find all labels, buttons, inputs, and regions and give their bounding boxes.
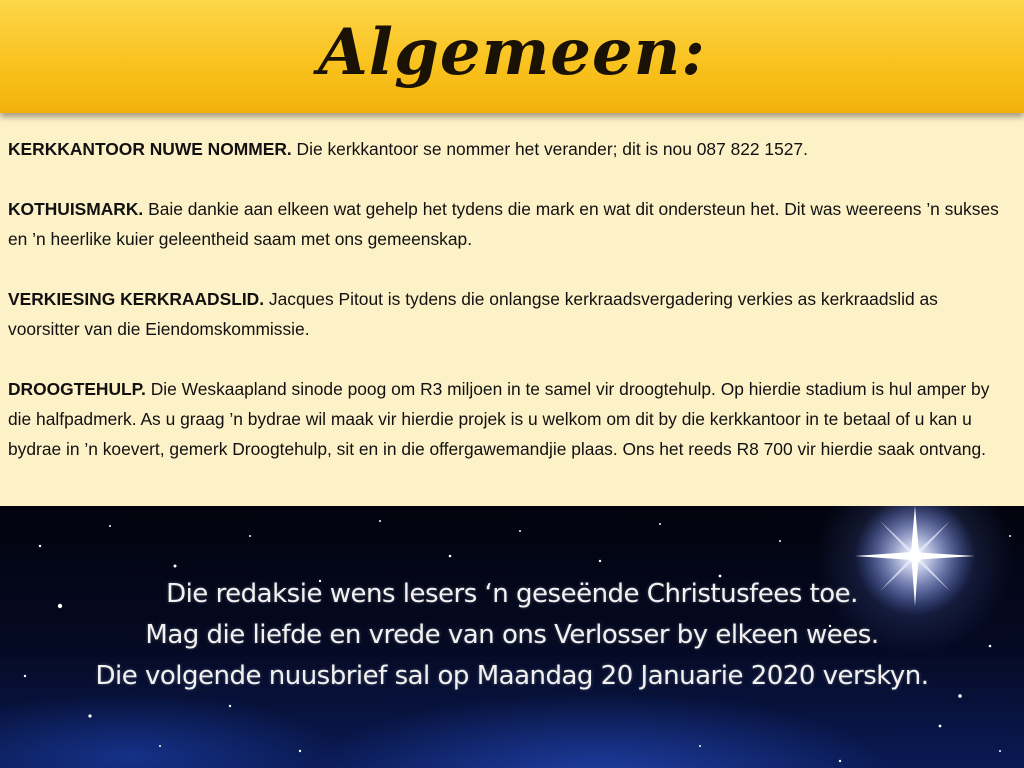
announcement-droogtehulp <box>8 374 1012 464</box>
announcement-text: Jacques Pitout is tydens die onlangse kerkraadsvergadering verkies as kerkraadslid as voorsitter van die Eiendomskommissie. <box>8 289 938 339</box>
night-sky-banner <box>0 506 1024 768</box>
message-line: Die redaksie wens lesers ‘n geseënde Christusfees toe. <box>166 579 858 609</box>
announcement-heading: DROOGTEHULP. <box>8 379 146 399</box>
announcement-kerkkantoor <box>8 134 1012 164</box>
message-line: Die volgende nuusbrief sal op Maandag 20 Januarie 2020 verskyn. <box>95 661 929 691</box>
christmas-message <box>0 574 1024 697</box>
announcement-heading: KOTHUISMARK. <box>8 199 144 219</box>
announcement-text: Die Weskaapland sinode poog om R3 miljoen in te samel vir droogtehulp. Op hierdie stadium is hul amper by die halfpadmerk. As u graag ’n bydrae wil maak vir hierdie projek is u welkom om dit by die kerkkantoor in te betaal of u kan u bydrae in ’n koevert, gemerk Droogtehulp, sit en in die offergawemandjie plaas. Ons het reeds R8 700 vir hierdie saak ontvang. <box>8 379 990 459</box>
header-banner <box>0 0 1024 113</box>
announcement-kothuismark <box>8 194 1012 254</box>
announcement-text: Baie dankie aan elkeen wat gehelp het tydens die mark en wat dit ondersteun het. Dit was weereens ’n sukses en ’n heerlike kuier geleentheid saam met ons gemeenskap. <box>8 199 999 249</box>
announcement-heading: KERKKANTOOR NUWE NOMMER. <box>8 139 292 159</box>
announcement-heading: VERKIESING KERKRAADSLID. <box>8 289 265 309</box>
message-line: Mag die liefde en vrede van ons Verlosser by elkeen wees. <box>145 620 879 650</box>
page-title: Algemeen: <box>318 15 706 90</box>
announcement-text: Die kerkkantoor se nommer het verander; dit is nou 087 822 1527. <box>291 139 808 159</box>
announcement-verkiesing <box>8 284 1012 344</box>
announcements <box>8 134 1012 494</box>
